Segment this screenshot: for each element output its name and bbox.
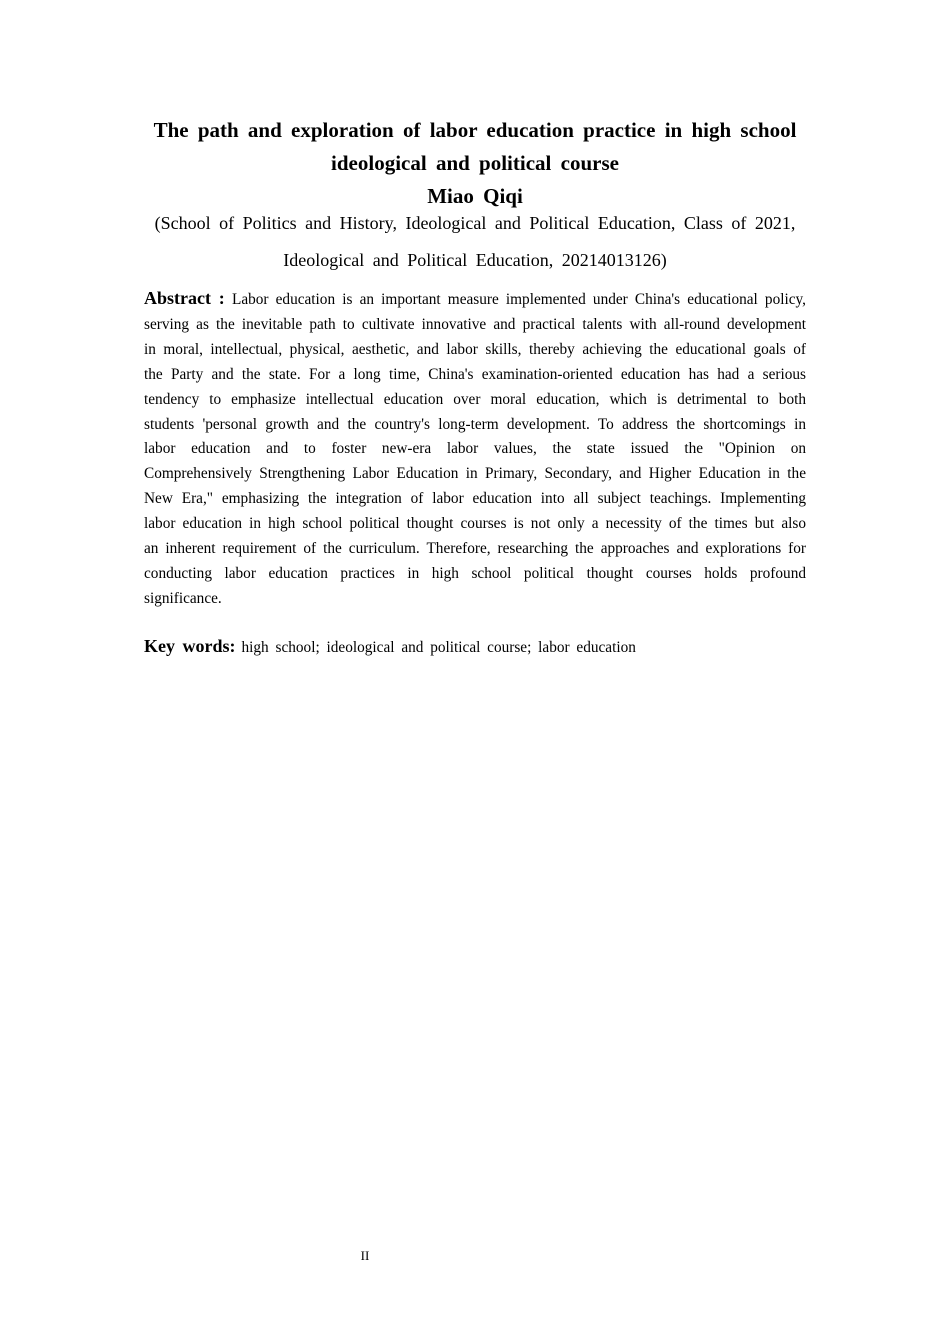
author-name: Miao Qiqi	[427, 184, 523, 208]
abstract-text: Labor education is an important measure implemented under China's educational policy, serving as the inevitable path to cultivate innovative and practical talents with all-round development in moral, intellectual, physical, aesthetic, and labor skills, thereby achieving the educational goals of the Party and the state. For a long time, China's examination-oriented education has had a serious tendency to emphasize intellectual education over moral education, which is detrimental to both students 'personal growth and the country's long-term development. To address the shortcomings in labor education and to foster new-era labor values, the state issued the "Opinion on Comprehensively Strengthening Labor Education in Primary, Secondary, and Higher Education in the New Era," emphasizing the integration of labor education into all subject teachings. Implementing labor education in high school political thought courses is not only a necessity of the times but also an inherent requirement of the curriculum. Therefore, researching the approaches and explorations for conducting labor education practices in high school political thought courses holds profound significance.	[144, 291, 806, 607]
paper-title: The path and exploration of labor education practice in high school ideological and political course	[153, 118, 797, 175]
keywords-text: high school; ideological and political course; labor education	[241, 639, 636, 656]
page-number: II	[360, 1248, 370, 1263]
abstract-paragraph	[144, 286, 806, 612]
author-affiliation: (School of Politics and History, Ideological and Political Education, Class of 2021, Ideological and Political Education, 20214013126)	[154, 213, 796, 270]
abstract-label: Abstract :	[144, 288, 225, 308]
keywords-line	[144, 633, 806, 661]
keywords-label: Key words:	[144, 636, 236, 656]
